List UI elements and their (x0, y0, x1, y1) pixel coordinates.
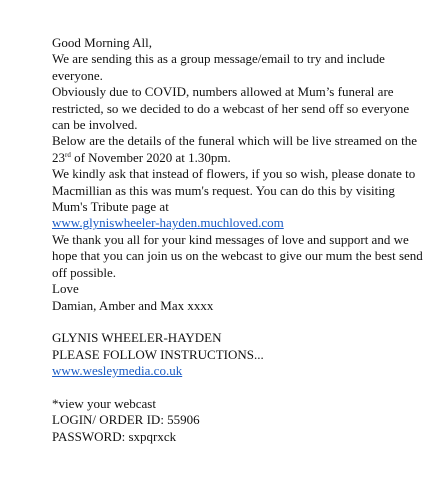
spacer (52, 314, 424, 330)
webcast-password: PASSWORD: sxpqrxck (52, 428, 177, 444)
covid-paragraph: Obviously due to COVID, numbers allowed at Mum’s funeral are restricted, so we decided to do a webcast of her send off so everyone can be involved. (52, 84, 410, 133)
love-line: Love (52, 281, 79, 297)
thanks-paragraph: We thank you all for your kind messages of love and support and we hope that you can join us on the webcast to give our mum the best send off possible. (52, 231, 423, 280)
intro-paragraph: We are sending this as a group message/email to try and include everyone. (52, 51, 385, 83)
webcast-login-id: LOGIN/ ORDER ID: 55906 (52, 412, 200, 428)
tribute-link-line (52, 215, 424, 231)
webcast-link-line (52, 363, 424, 379)
donation-paragraph: We kindly ask that instead of flowers, if you so wish, please donate to Macmillian as this was mum's request. You can do this by visiting Mum's Tribute page at (52, 166, 416, 215)
details-text-before: Below are the details of the funeral which will be live streamed on the 23 (52, 133, 417, 165)
funeral-details-paragraph (52, 133, 424, 166)
tribute-page-link[interactable]: www.glyniswheeler-hayden.muchloved.com (52, 215, 284, 231)
signature-line: Damian, Amber and Max xxxx (52, 297, 214, 313)
details-text-after: of November 2020 at 1.30pm. (70, 149, 231, 165)
greeting-line: Good Morning All, (52, 35, 153, 50)
date-ordinal-suffix: rd (65, 150, 71, 159)
message-document (52, 35, 424, 445)
spacer (52, 380, 424, 396)
webcast-view-note: *view your webcast (52, 395, 156, 411)
webcast-site-link[interactable]: www.wesleymedia.co.uk (52, 363, 183, 379)
webcast-instructions: PLEASE FOLLOW INSTRUCTIONS... (52, 346, 264, 362)
webcast-name: GLYNIS WHEELER-HAYDEN (52, 330, 222, 346)
